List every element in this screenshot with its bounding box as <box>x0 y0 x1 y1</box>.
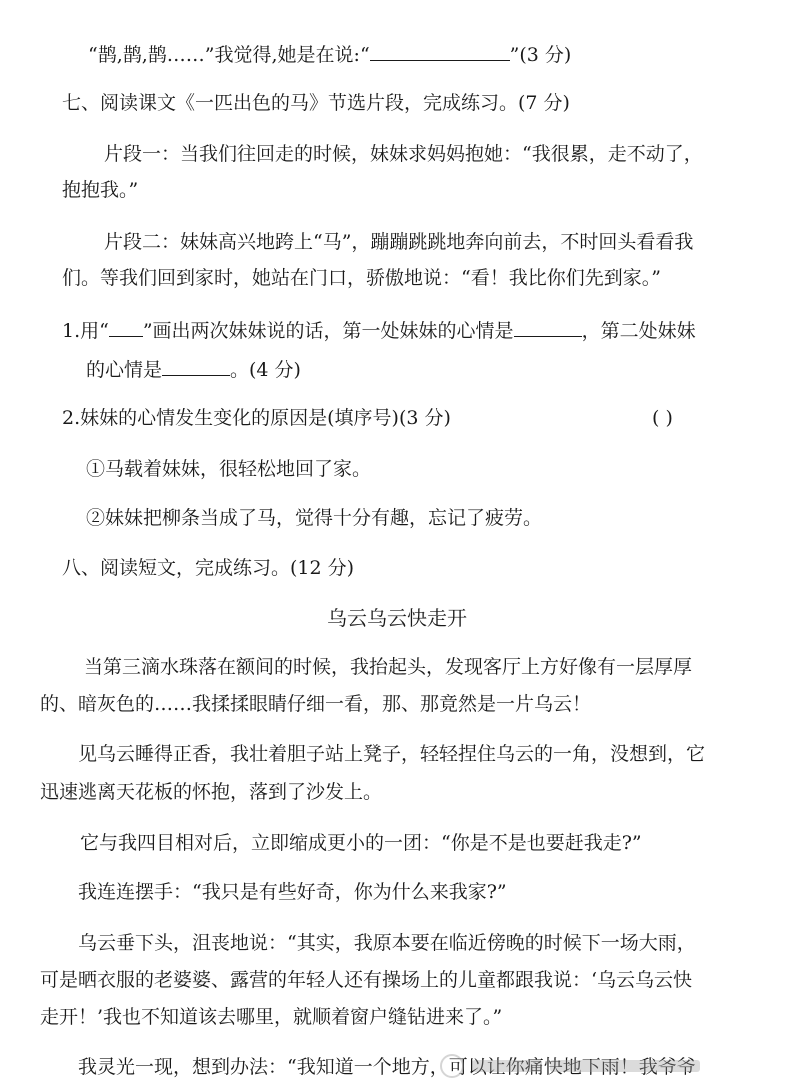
answer-blank-mood-1[interactable] <box>514 318 582 337</box>
article-para-3: 它与我四目相对后，立即缩成更小的一团：“你是不是也要赶我走?” <box>80 832 642 854</box>
option-2: ②妹妹把柳条当成了马，觉得十分有趣，忘记了疲劳。 <box>86 507 543 529</box>
watermark-text-block <box>550 1060 700 1072</box>
question-2: 2.妹妹的心情发生变化的原因是(填序号)(3 分) <box>62 407 451 429</box>
article-title: 乌云乌云快走开 <box>327 606 467 630</box>
fragment-1-line-2: 抱抱我。” <box>62 179 139 201</box>
section-8-heading: 八、阅读短文，完成练习。(12 分) <box>62 557 355 579</box>
article-para-5-line-2: 可是晒衣服的老婆婆、露营的年轻人还有操场上的儿童都跟我说：‘乌云乌云快 <box>40 969 693 991</box>
question-1-line-2: 的心情是 。(4 分) <box>86 359 301 381</box>
option-1: ①马载着妹妹，很轻松地回了家。 <box>86 458 372 480</box>
watermark-logo-icon <box>440 1054 464 1078</box>
watermark-text-block <box>472 1060 542 1072</box>
question-2-answer-paren[interactable]: ( ) <box>652 407 673 429</box>
line-magpie-question: “鹊,鹊,鹊……”我觉得,她是在说:“ ”(3 分) <box>88 44 572 66</box>
article-para-2-line-2: 迅速逃离天花板的怀抱，落到了沙发上。 <box>40 781 383 803</box>
article-para-2-line-1: 见乌云睡得正香，我壮着胆子站上凳子，轻轻捏住乌云的一角，没想到，它 <box>78 743 706 765</box>
watermark <box>440 1052 770 1080</box>
question-1-line-1: 1.用“ ”画出两次妹妹说的话，第一处妹妹的心情是 ，第二处妹妹 <box>62 320 696 342</box>
fragment-2-line-2: 们。等我们回到家时，她站在门口，骄傲地说：“看！我比你们先到家。” <box>62 267 661 289</box>
article-para-1-line-1: 当第三滴水珠落在额间的时候，我抬起头，发现客厅上方好像有一层厚厚 <box>84 656 693 678</box>
answer-blank-mood-2[interactable] <box>162 357 230 376</box>
article-para-4: 我连连摆手：“我只是有些好奇，你为什么来我家?” <box>78 881 507 903</box>
underline-sample <box>109 318 143 337</box>
article-para-5-line-3: 走开！’我也不知道该去哪里，就顺着窗户缝钻进来了。” <box>40 1006 503 1028</box>
fragment-2-line-1: 片段二：妹妹高兴地跨上“马”，蹦蹦跳跳地奔向前去，不时回头看看我 <box>104 231 694 253</box>
article-para-6: 我灵光一现，想到办法：“我知道一个地方，可以让你痛快地下雨！我爷爷 <box>78 1056 696 1078</box>
fragment-1-line-1: 片段一：当我们往回走的时候，妹妹求妈妈抱她：“我很累，走不动了， <box>104 143 703 165</box>
article-para-1-line-2: 的、暗灰色的……我揉揉眼睛仔细一看，那、那竟然是一片乌云！ <box>40 693 592 715</box>
section-7-heading: 七、阅读课文《一匹出色的马》节选片段，完成练习。(7 分) <box>62 92 570 114</box>
answer-blank[interactable] <box>370 42 510 61</box>
article-para-5-line-1: 乌云垂下头，沮丧地说：“其实，我原本要在临近傍晚的时候下一场大雨， <box>78 932 696 954</box>
